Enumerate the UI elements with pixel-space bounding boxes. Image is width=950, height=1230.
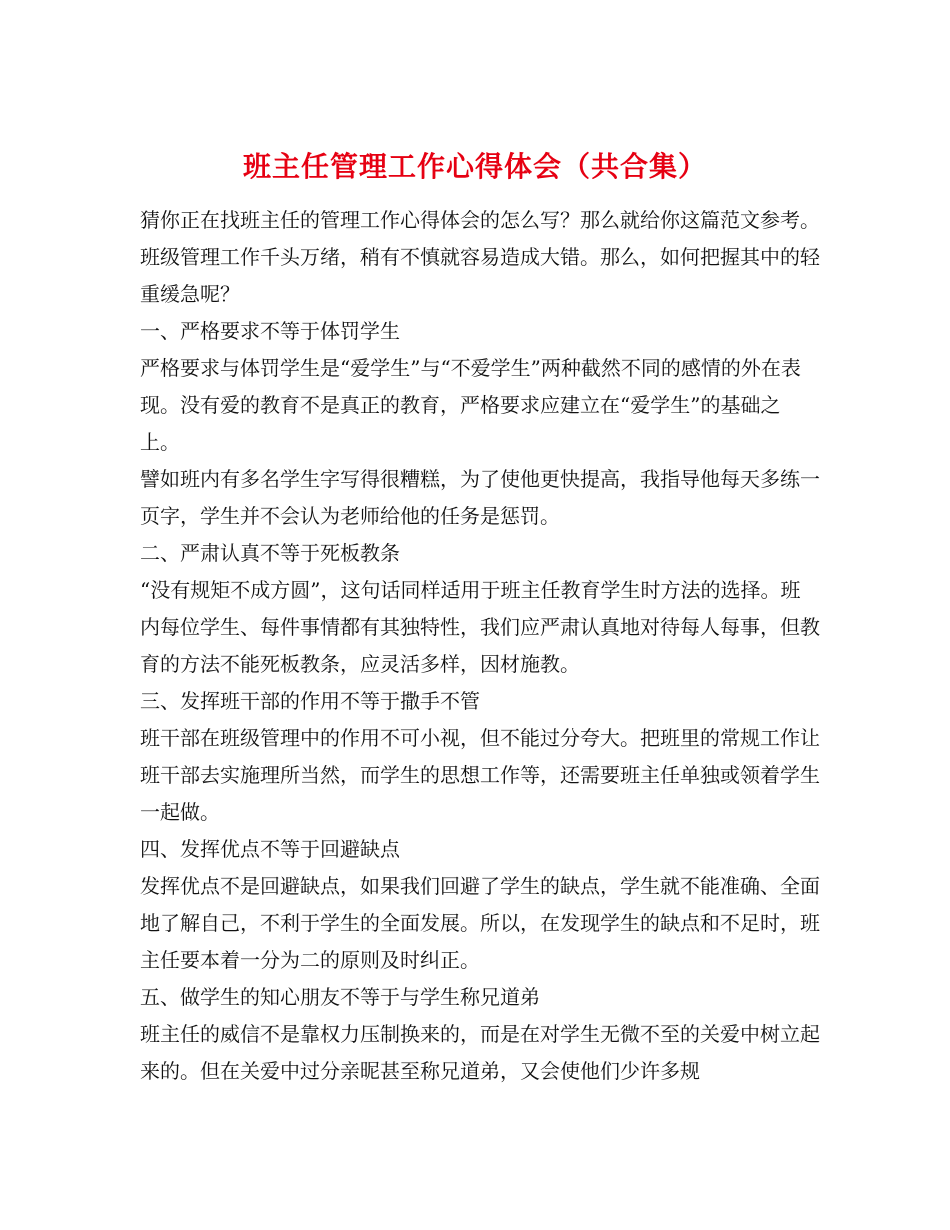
- paragraph-overview: 班级管理工作千头万绪，稍有不慎就容易造成大错。那么，如何把握其中的轻重缓急呢？: [140, 245, 820, 306]
- section-heading-3: 三、发挥班干部的作用不等于撒手不管: [140, 689, 480, 713]
- paragraph-section-1a: 严格要求与体罚学生是“爱学生”与“不爱学生”两种截然不同的感情的外在表现。没有爱的教育不是真正的教育，严格要求应建立在“爱学生”的基础之上。: [140, 356, 801, 454]
- section-heading-4: 四、发挥优点不等于回避缺点: [140, 837, 400, 861]
- document-body: [140, 202, 820, 1090]
- paragraph-section-3: 班干部在班级管理中的作用不可小视，但不能过分夸大。把班里的常规工作让班干部去实施理所当然，而学生的思想工作等，还需要班主任单独或领着学生一起做。: [140, 726, 820, 824]
- section-heading-5: 五、做学生的知心朋友不等于与学生称兄道弟: [140, 985, 540, 1009]
- document-title: 班主任管理工作心得体会（共合集）: [242, 149, 707, 183]
- paragraph-section-2: “没有规矩不成方圆”，这句话同样适用于班主任教育学生时方法的选择。班内每位学生、每件事情都有其独特性，我们应严肃认真地对待每人每事，但教育的方法不能死板教条，应灵活多样，因材施教。: [140, 578, 820, 676]
- section-heading-1: 一、严格要求不等于体罚学生: [140, 319, 400, 343]
- section-heading-2: 二、严肃认真不等于死板教条: [140, 541, 400, 565]
- paragraph-section-4: 发挥优点不是回避缺点，如果我们回避了学生的缺点，学生就不能准确、全面地了解自己，不利于学生的全面发展。所以，在发现学生的缺点和不足时，班主任要本着一分为二的原则及时纠正。: [140, 874, 820, 972]
- paragraph-section-5: 班主任的威信不是靠权力压制换来的，而是在对学生无微不至的关爱中树立起来的。但在关爱中过分亲昵甚至称兄道弟，又会使他们少许多规: [140, 1022, 820, 1083]
- paragraph-intro: 猜你正在找班主任的管理工作心得体会的怎么写？那么就给你这篇范文参考。: [140, 208, 820, 232]
- paragraph-section-1b: 譬如班内有多名学生字写得很糟糕，为了使他更快提高，我指导他每天多练一页字，学生并不会认为老师给他的任务是惩罚。: [140, 467, 820, 528]
